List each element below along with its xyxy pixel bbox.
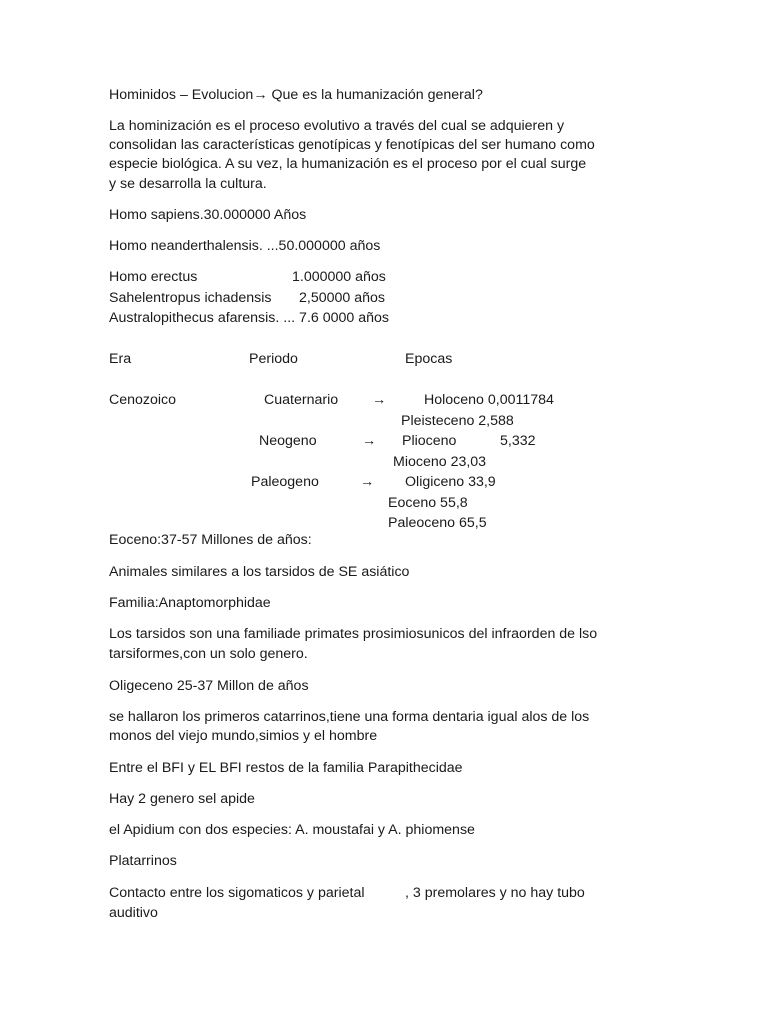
table-epoch-plioceno-value: 5,332 <box>500 433 536 449</box>
table-period-paleogeno: Paleogeno <box>251 474 319 490</box>
right-arrow-icon: → <box>372 392 387 408</box>
intro-line-4: y se desarrolla la cultura. <box>109 176 267 192</box>
table-epoch-holoceno: Holoceno 0,0011784 <box>424 392 554 408</box>
table-header-periodo: Periodo <box>249 351 298 367</box>
contacto-line-1a: Contacto entre los sigomaticos y parietal <box>109 885 365 901</box>
intro-line-3: especie biológica. A su vez, la humanización es el proceso por el cual surge <box>109 156 587 172</box>
animales-line: Animales similares a los tarsidos de SE asiático <box>109 564 410 580</box>
table-epoch-mioceno: Mioceno 23,03 <box>393 454 487 470</box>
species-sahelentropus-age: 2,50000 años <box>299 290 385 306</box>
species-erectus-name: Homo erectus <box>109 269 198 285</box>
table-epoch-pleisteceno: Pleisteceno 2,588 <box>401 413 514 429</box>
table-epoch-oligiceno: Oligiceno 33,9 <box>405 474 496 490</box>
species-australopithecus: Australopithecus afarensis. ... 7.6 0000 años <box>109 310 389 326</box>
page-title <box>109 85 483 105</box>
table-epoch-paleoceno: Paleoceno 65,5 <box>388 515 487 531</box>
right-arrow-icon: → <box>360 474 375 490</box>
contacto-line-1b: , 3 premolares y no hay tubo <box>405 885 585 901</box>
eoceno-heading: Eoceno:37-57 Millones de años: <box>109 532 312 548</box>
table-epoch-plioceno-name: Plioceno <box>402 433 457 449</box>
catarrinos-line-2: monos del viejo mundo,simios y el hombre <box>109 728 378 744</box>
tarsidos-line-1: Los tarsidos son una familiade primates prosimiosunicos del infraorden de lso <box>109 626 598 642</box>
species-neanderthalensis: Homo neanderthalensis. ...50.000000 años <box>109 238 381 254</box>
intro-line-1: La hominización es el proceso evolutivo a través del cual se adquieren y <box>109 118 565 134</box>
species-sapiens: Homo sapiens.30.000000 Años <box>109 207 307 223</box>
apidium-line: el Apidium con dos especies: A. moustafai y A. phiomense <box>109 822 475 838</box>
catarrinos-line-1: se hallaron los primeros catarrinos,tiene una forma dentaria igual alos de los <box>109 709 590 725</box>
species-erectus-age: 1.000000 años <box>292 269 386 285</box>
table-header-era: Era <box>109 351 132 367</box>
table-period-neogeno: Neogeno <box>259 433 317 449</box>
intro-line-2: consolidan las características genotípicas y fenotípicas del ser humano como <box>109 137 595 153</box>
title-left: Hominidos – Evolucion <box>109 87 254 103</box>
title-right: Que es la humanización general? <box>271 87 483 103</box>
table-period-cuaternario: Cuaternario <box>264 392 339 408</box>
tarsidos-line-2: tarsiformes,con un solo genero. <box>109 646 308 662</box>
right-arrow-icon: → <box>253 87 268 103</box>
oligeceno-heading: Oligeceno 25-37 Millon de años <box>109 678 309 694</box>
platarrinos-line: Platarrinos <box>109 853 177 869</box>
table-era-cenozoico: Cenozoico <box>109 392 177 408</box>
familia-line: Familia:Anaptomorphidae <box>109 595 271 611</box>
bfi-line: Entre el BFI y EL BFI restos de la familia Parapithecidae <box>109 760 463 776</box>
right-arrow-icon: → <box>362 433 377 449</box>
table-epoch-eoceno: Eoceno 55,8 <box>388 495 468 511</box>
genero-line: Hay 2 genero sel apide <box>109 791 255 807</box>
table-header-epocas: Epocas <box>405 351 453 367</box>
contacto-line-2: auditivo <box>109 905 158 921</box>
species-sahelentropus-name: Sahelentropus ichadensis <box>109 290 272 306</box>
